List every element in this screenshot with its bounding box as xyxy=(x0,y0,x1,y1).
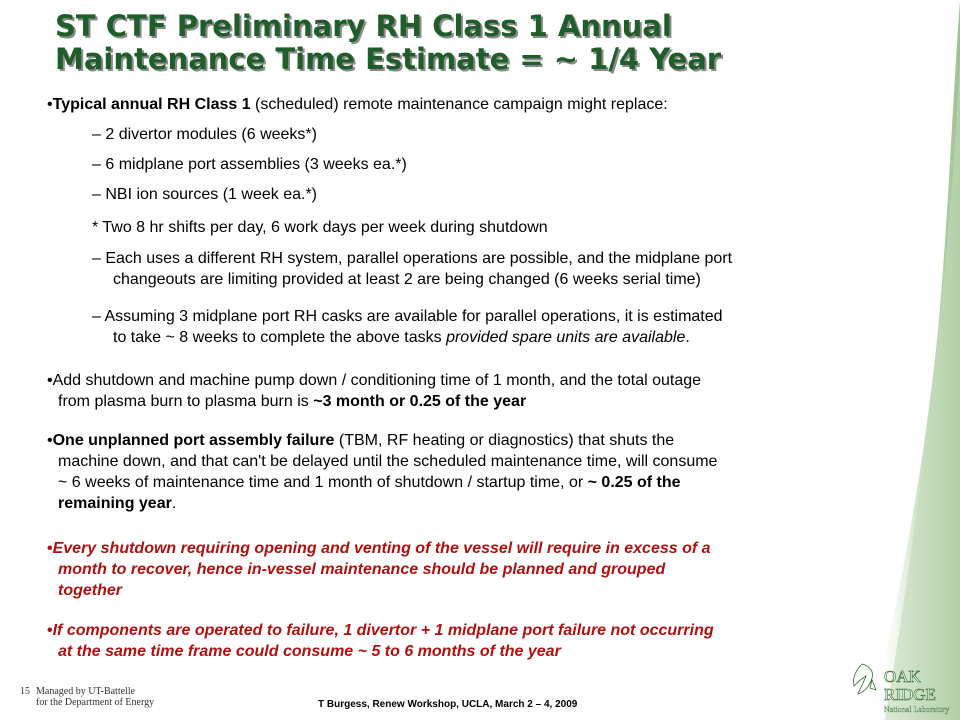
sub-item-casks-line-2 xyxy=(92,327,723,348)
bullet-3 xyxy=(47,430,717,514)
bullet-1-bold: Typical annual RH Class 1 xyxy=(52,96,251,113)
bullet-dot: • xyxy=(47,432,53,449)
casks-text: to take ~ 8 weeks to complete the above tasks xyxy=(113,329,447,346)
bullet-5 xyxy=(47,620,714,662)
bullet-4-line-3: together xyxy=(58,582,122,599)
bullet-1 xyxy=(47,94,668,115)
casks-italic: provided spare units are available xyxy=(446,329,686,346)
bullet-4-text: Every shutdown requiring opening and venting of the vessel will require in excess of a xyxy=(52,540,711,557)
sub-item-parallel-line-1: – Each uses a different RH system, parallel operations are possible, and the midplane port xyxy=(92,250,733,267)
sub-item-casks xyxy=(92,306,723,348)
bullet-5-line-2: at the same time frame could consume ~ 5 to 6 months of the year xyxy=(58,643,561,660)
bullet-2 xyxy=(47,370,701,412)
title-line-2: Maintenance Time Estimate = ~ 1/4 Year xyxy=(55,42,722,76)
leaf-icon xyxy=(853,664,876,694)
oak-ridge-logo xyxy=(848,660,956,718)
title-line-1: ST CTF Preliminary RH Class 1 Annual xyxy=(55,9,672,43)
bullet-3-line-2: machine down, and that can't be delayed until the scheduled maintenance time, will consume xyxy=(58,453,718,470)
managed-by-text: Managed by UT-Battelle xyxy=(36,686,136,697)
sub-item-nbi: – NBI ion sources (1 week ea.*) xyxy=(92,186,317,203)
bullet-5-text: If components are operated to failure, 1 divertor + 1 midplane port failure not occurring xyxy=(52,622,714,639)
sub-item-parallel xyxy=(92,248,732,290)
bullet-3-bold-2: ~ 0.25 of the xyxy=(587,474,681,491)
sub-item-divertor: – 2 divertor modules (6 weeks*) xyxy=(92,126,317,143)
bullet-3-text-3: ~ 6 weeks of maintenance time and 1 month of shutdown / startup time, or xyxy=(58,474,588,491)
bullet-2-line-1 xyxy=(47,370,701,391)
footer-presentation-info: T Burgess, Renew Workshop, UCLA, March 2 – 4, 2009 xyxy=(318,699,578,710)
bullet-4-line-1 xyxy=(47,538,711,559)
bullet-4 xyxy=(47,538,711,601)
decorative-swoosh xyxy=(830,0,960,720)
bullet-3-line-3 xyxy=(47,472,717,493)
bullet-2-text-2: from plasma burn to plasma burn is xyxy=(58,393,314,410)
bullet-5-line-1 xyxy=(47,620,714,641)
bullet-dot: • xyxy=(47,540,53,557)
bullet-dot: • xyxy=(47,622,53,639)
bullet-3-line-1 xyxy=(47,430,717,451)
bullet-2-bold: ~3 month or 0.25 of the year xyxy=(313,393,527,410)
bullet-2-line-2 xyxy=(47,391,701,412)
shift-note: * Two 8 hr shifts per day, 6 work days per week during shutdown xyxy=(92,219,548,236)
sub-item-parallel-line-2: changeouts are limiting provided at least 2 are being changed (6 weeks serial time) xyxy=(113,271,701,288)
page-number: 15 xyxy=(20,686,30,697)
bullet-1-text: (scheduled) remote maintenance campaign might replace: xyxy=(250,96,668,113)
bullet-3-text: (TBM, RF heating or diagnostics) that shuts the xyxy=(334,432,675,449)
logo-lab: National Laboratory xyxy=(884,705,950,714)
slide-title xyxy=(55,10,815,76)
sub-item-casks-line-1: – Assuming 3 midplane port RH casks are available for parallel operations, it is estimated xyxy=(92,308,723,325)
bullet-3-end: . xyxy=(171,495,177,512)
bullet-3-line-4 xyxy=(47,493,717,514)
casks-end: . xyxy=(685,329,690,346)
bullet-2-text: Add shutdown and machine pump down / conditioning time of 1 month, and the total outage xyxy=(52,372,702,389)
bullet-3-bold-3: remaining year xyxy=(58,495,172,512)
doe-text: for the Department of Energy xyxy=(36,697,155,708)
bullet-3-bold: One unplanned port assembly failure xyxy=(52,432,335,449)
logo-ridge: RIDGE xyxy=(884,685,936,704)
sub-item-midplane: – 6 midplane port assemblies (3 weeks ea.*) xyxy=(92,156,407,173)
bullet-dot: • xyxy=(47,96,53,113)
bullet-dot: • xyxy=(47,372,53,389)
logo-oak: OAK xyxy=(884,667,921,686)
bullet-4-line-2: month to recover, hence in-vessel maintenance should be planned and grouped xyxy=(58,561,666,578)
